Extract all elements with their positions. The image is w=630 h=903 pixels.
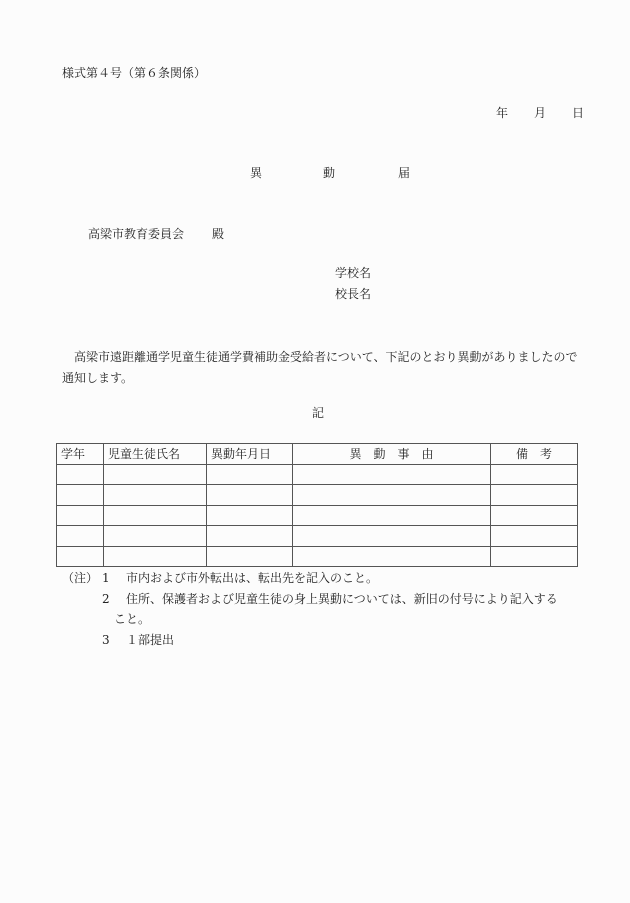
cell-change-reason[interactable] (293, 505, 491, 526)
cell-remarks[interactable] (491, 464, 578, 485)
title-char-1: 異 (250, 166, 263, 180)
header-change-date: 異動年月日 (207, 444, 293, 465)
form-number: 様式第４号（第６条関係） (62, 66, 207, 80)
cell-grade[interactable] (57, 485, 104, 506)
note-text-continuation: こと。 (114, 612, 151, 626)
addressee (88, 227, 224, 241)
title-char-2: 動 (323, 166, 336, 180)
note-number: 1 (102, 571, 110, 585)
cell-change-date[interactable] (207, 546, 293, 567)
addressee-honorific: 殿 (212, 227, 225, 241)
note-text: １部提出 (126, 633, 175, 647)
header-student-name: 児童生徒氏名 (104, 444, 207, 465)
school-name-label: 学校名 (335, 266, 372, 280)
cell-remarks[interactable] (491, 485, 578, 506)
cell-remarks[interactable] (491, 546, 578, 567)
notes-prefix: （注） (62, 571, 99, 585)
cell-grade[interactable] (57, 546, 104, 567)
table-row (57, 546, 578, 567)
table-row (57, 526, 578, 547)
cell-remarks[interactable] (491, 526, 578, 547)
cell-student-name[interactable] (104, 464, 207, 485)
cell-change-date[interactable] (207, 464, 293, 485)
title-char-3: 届 (398, 166, 411, 180)
cell-change-date[interactable] (207, 526, 293, 547)
ki-heading: 記 (312, 406, 325, 420)
cell-change-reason[interactable] (293, 546, 491, 567)
header-change-reason: 異 動 事 由 (293, 444, 491, 465)
date-year-label: 年 (496, 106, 509, 120)
header-remarks: 備 考 (491, 444, 578, 465)
table-row (57, 505, 578, 526)
cell-student-name[interactable] (104, 505, 207, 526)
cell-change-reason[interactable] (293, 526, 491, 547)
cell-student-name[interactable] (104, 526, 207, 547)
table-row (57, 464, 578, 485)
cell-change-reason[interactable] (293, 485, 491, 506)
header-grade: 学年 (57, 444, 104, 465)
principal-name-label: 校長名 (335, 287, 372, 301)
note-number: 3 (102, 633, 110, 647)
body-text: 高梁市遠距離通学児童生徒通学費補助金受給者について、下記のとおり異動がありましたので通知します。 (62, 350, 578, 385)
cell-change-date[interactable] (207, 505, 293, 526)
cell-student-name[interactable] (104, 485, 207, 506)
note-text: 住所、保護者および児童生徒の身上異動については、新旧の付号により記入する (126, 592, 558, 606)
table-header-row (57, 444, 578, 465)
date-day-label: 日 (572, 106, 585, 120)
cell-grade[interactable] (57, 526, 104, 547)
cell-change-reason[interactable] (293, 464, 491, 485)
cell-grade[interactable] (57, 464, 104, 485)
date-month-label: 月 (534, 106, 547, 120)
cell-change-date[interactable] (207, 485, 293, 506)
table-row (57, 485, 578, 506)
change-table (56, 443, 578, 567)
note-text: 市内および市外転出は、転出先を記入のこと。 (126, 571, 379, 585)
addressee-name: 高梁市教育委員会 (88, 227, 185, 241)
cell-grade[interactable] (57, 505, 104, 526)
cell-student-name[interactable] (104, 546, 207, 567)
cell-remarks[interactable] (491, 505, 578, 526)
note-number: 2 (102, 592, 110, 606)
